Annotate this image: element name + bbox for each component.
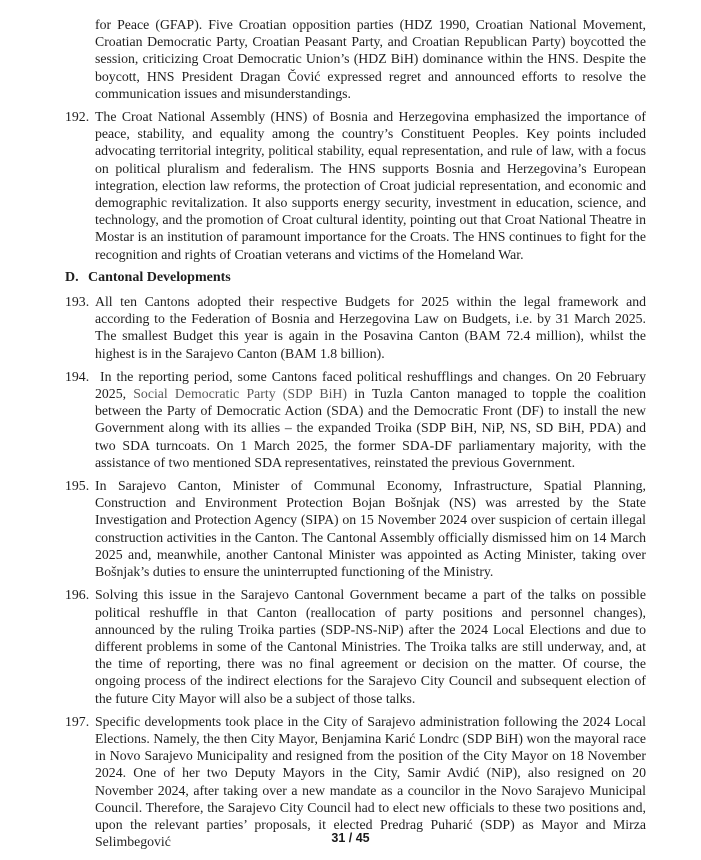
paragraph-195 bbox=[65, 477, 646, 580]
paragraph-193 bbox=[65, 293, 646, 362]
paragraph-196 bbox=[65, 586, 646, 706]
paragraph-194-text-after: in Tuzla Canton managed to topple the coalition between the Party of Democratic Action (SDA) and the Democratic Front (DF) to install the new Government along with its allies – the expanded Troika (SDP BiH, NiP, NS, SD BiH, PDA) and two SDA turncoats. On 1 March 2025, the former SDA-DF parliamentary majority, with the assistance of two mentioned SDA representatives, reinstated the previous Government. bbox=[95, 386, 646, 470]
page-content bbox=[65, 16, 646, 856]
paragraph-192-number: 192. bbox=[65, 109, 90, 125]
paragraph-194 bbox=[65, 368, 646, 471]
paragraph-194-text-before: In the reporting period, some Cantons faced political reshufflings and changes. On 20 February 2025, bbox=[95, 368, 646, 402]
paragraph-195-number: 195. bbox=[65, 478, 90, 494]
page-number: 31 / 45 bbox=[331, 831, 370, 845]
paragraph-193-text: All ten Cantons adopted their respective Budgets for 2025 within the legal framework and according to the Federation of Bosnia and Herzegovina Law on Budgets, i.e. by 31 March 2025. The smallest Budget this year is again in the Posavina Canton (BAM 72.4 million), whilst the highest is in the Sarajevo Canton (BAM 1.8 billion). bbox=[95, 294, 646, 361]
paragraph-continuation: for Peace (GFAP). Five Croatian opposition parties (HDZ 1990, Croatian National Movement, Croatian Democratic Party, Croatian Peasant Party, and Croatian Republican Party) boycotted the session, criticizing Croat Democratic Union’s (HDZ BiH) dominance within the HNS. Despite the boycott, HNS President Dragan Čović expressed regret and announced efforts to resolve the communication issues and misunderstandings. bbox=[95, 17, 646, 101]
paragraph-194-number: 194. bbox=[65, 368, 90, 384]
paragraph-196-text: Solving this issue in the Sarajevo Cantonal Government became a part of the talks on possible political reshuffle in that Canton (reallocation of party positions and personnel changes), announced by the ruling Troika parties (SDP-NS-NiP) after the 2024 Local Elections and due to different problems in some of the Cantonal Ministries. The Troika talks are still underway, and, at the time of reporting, there was no final agreement or decision on the matter. Of course, the ongoing process of the indirect elections for the Sarajevo City Council and subsequent election of the future City Mayor will also be a subject of those talks. bbox=[95, 587, 646, 706]
paragraph-192 bbox=[65, 108, 646, 263]
paragraph-193-number: 193. bbox=[65, 294, 90, 310]
paragraph-192-text: The Croat National Assembly (HNS) of Bosnia and Herzegovina emphasized the importance of peace, stability, and equality among the country’s Constituent Peoples. Key points included advocating territorial integrity, political stability, equal representation, and rule of law, with a focus on political pluralism and federalism. The HNS supports Bosnia and Herzegovina’s European integration, election law reforms, the protection of Croat judicial representation, and economic and demographic revitalization. It also supports energy security, investment in education, science, and technology, and the promotion of Croat cultural identity, pointing out that Croat National Theatre in Mostar is an institution of paramount importance for the Croats. The HNS continues to fight for the recognition and rights of Croatian veterans and victims of the Homeland War. bbox=[95, 109, 646, 262]
paragraph-195-text: In Sarajevo Canton, Minister of Communal Economy, Infrastructure, Spatial Planning, Construction and Environment Protection Bojan Bošnjak (NS) was arrested by the State Investigation and Protection Agency (SIPA) on 15 November 2024 over suspicion of certain illegal construction activities in the Canton. The Cantonal Assembly officially dismissed him on 14 March 2025 and, meanwhile, another Cantonal Minister was appointed as Acting Minister, taking over Bošnjak’s duties to ensure the uninterrupted functioning of the Ministry. bbox=[95, 478, 646, 580]
paragraph-197-number: 197. bbox=[65, 713, 90, 729]
section-heading-label: D. bbox=[65, 269, 79, 285]
section-heading-text: Cantonal Developments bbox=[88, 269, 231, 285]
highlighted-party-name: Social Democratic Party (SDP BiH) bbox=[133, 386, 347, 402]
paragraph-196-number: 196. bbox=[65, 587, 90, 603]
paragraph-197-text: Specific developments took place in the City of Sarajevo administration following the 2024 Local Elections. Namely, the then City Mayor, Benjamina Karić Londrc (SDP BiH) won the mayoral race in Novo Sarajevo Municipality and resigned from the position of the City Mayor on 18 November 2024. One of her two Deputy Mayors in the City, Samir Avdić (NiP), also resigned on 20 November 2024, after taking over a new mandate as a councilor in the Novo Sarajevo Municipal Council. Therefore, the Sarajevo City Council had to elect new officials to these two positions and, upon the relevant parties’ proposals, it elected Predrag Puharić (SDP) as Mayor and Mirza Selimbegović bbox=[95, 713, 646, 850]
section-heading-cantonal-developments bbox=[65, 269, 646, 286]
paragraph-197 bbox=[65, 713, 646, 851]
